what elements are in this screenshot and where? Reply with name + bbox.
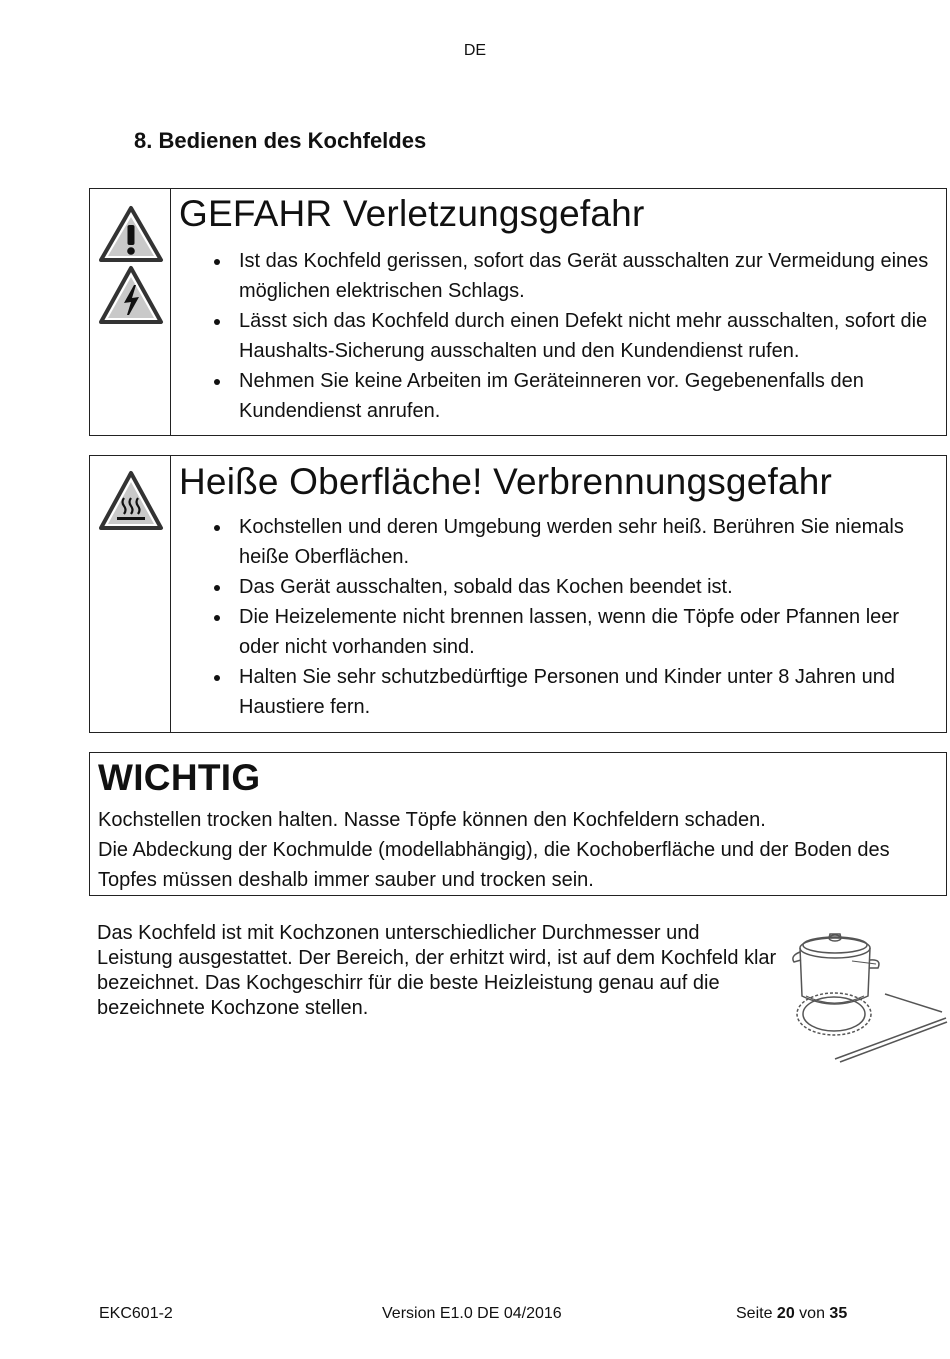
- hot-surface-icon: [98, 470, 164, 532]
- hot-title: Heiße Oberfläche! Verbrennungsgefahr: [179, 461, 833, 502]
- list-item: Ist das Kochfeld gerissen, sofort das Gerät ausschalten zur Vermeidung eines möglichen elektrischen Schlags.: [179, 246, 946, 306]
- danger-icon-column: [90, 189, 171, 435]
- footer-model: EKC601-2: [99, 1305, 173, 1322]
- danger-title: GEFAHR Verletzungsgefahr: [179, 193, 645, 234]
- list-item: Nehmen Sie keine Arbeiten im Geräteinneren vor. Gegebenenfalls den Kundendienst anrufen.: [179, 366, 946, 426]
- important-line-1: Kochstellen trocken halten. Nasse Töpfe können den Kochfeldern schaden.: [98, 809, 766, 831]
- list-item: Kochstellen und deren Umgebung werden sehr heiß. Berühren Sie niemals heiße Oberflächen.: [179, 512, 946, 572]
- language-code: DE: [463, 42, 487, 59]
- hot-surface-warning-box: [89, 455, 947, 733]
- page-middle: von: [799, 1305, 825, 1322]
- page-prefix: Seite: [736, 1305, 773, 1322]
- page-current: 20: [776, 1305, 795, 1322]
- hot-list: [179, 512, 946, 722]
- list-item: Lässt sich das Kochfeld durch einen Defekt nicht mehr ausschalten, sofort die Haushalts-Sicherung ausschalten und den Kundendienst rufen.: [179, 306, 946, 366]
- danger-list: [179, 246, 946, 426]
- danger-warning-box: [89, 188, 947, 436]
- section-title: 8. Bedienen des Kochfeldes: [134, 128, 427, 153]
- pot-on-cooking-zone-icon: [790, 926, 948, 1066]
- important-title: WICHTIG: [98, 757, 261, 798]
- page-total: 35: [829, 1305, 848, 1322]
- list-item: Das Gerät ausschalten, sobald das Kochen beendet ist.: [179, 572, 946, 602]
- warning-exclamation-icon: [98, 205, 164, 263]
- hot-icon-column: [90, 456, 171, 732]
- footer-page-number: [736, 1305, 847, 1323]
- important-notice-box: [89, 752, 947, 896]
- cooking-zone-paragraph: Das Kochfeld ist mit Kochzonen unterschiedlicher Durchmesser und Leistung ausgestattet. Der Bereich, der erhitzt wird, ist auf dem Kochfeld klar bezeichnet. Das Kochgeschirr für die beste Heizleistung genau auf die bezeichnete Kochzone stellen.: [97, 922, 777, 1019]
- footer-version: Version E1.0 DE 04/2016: [382, 1305, 562, 1322]
- list-item: Die Heizelemente nicht brennen lassen, wenn die Töpfe oder Pfannen leer oder nicht vorhanden sind.: [179, 602, 946, 662]
- important-line-2: Die Abdeckung der Kochmulde (modellabhängig), die Kochoberfläche und der Boden des Topfes müssen deshalb immer sauber und trocken sein.: [98, 839, 890, 891]
- electric-shock-icon: [98, 265, 164, 325]
- list-item: Halten Sie sehr schutzbedürftige Personen und Kinder unter 8 Jahren und Haustiere fern.: [179, 662, 946, 722]
